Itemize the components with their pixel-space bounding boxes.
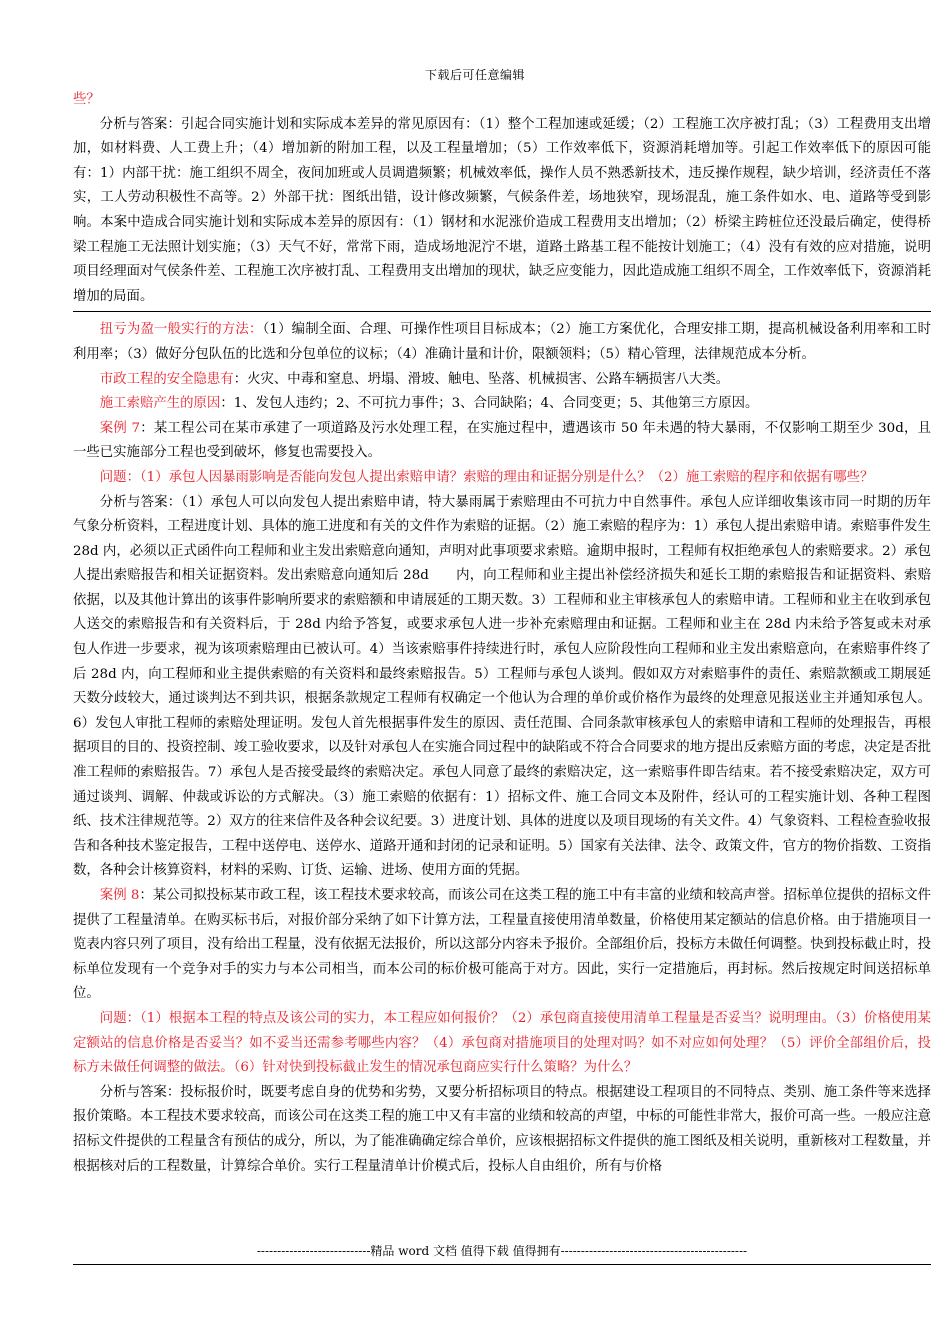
paragraph-analysis-cost-variance: 分析与答案：引起合同实施计划和实际成本差异的常见原因有：（1）整个工程加速或延缓；（2）工程施工次序被打乱；（3）工程费用支出增加，如材料费、人工费上升；（4）增加新的附加工程，以及工程量增加；（5）工作效率低下，资源消耗增加等。引起工作效率低下的原因可能有：1）内部干扰：施工组织不周全，夜间加班或人员调遣频繁；机械效率低，操作人员不熟悉新技术，违反操作规程，缺少培训，经济责任不落实，工人劳动积极性不高等。2）外部干扰：图纸出错，设计修改频繁，气候条件差，场地狭窄，现场混乱，施工条件如水、电、道路等受到影响。本案中造成合同实施计划和实际成本差异的原因有：（1）钢材和水泥涨价造成工程费用支出增加；（2）桥梁主跨桩位还没最后确定，使得桥梁工程施工无法照计划实施；（3）天气不好，常常下雨，造成场地泥泞不堪，道路土路基工程不能按计划施工；（4）没有有效的应对措施，说明项目经理面对气侯条件差、工程施工次序被打乱、工程费用支出增加的现状，缺乏应变能力，因此造成施工组织不周全，工作效率低下，资源消耗增加的局面。 (73, 116, 931, 304)
text-case-7: ：某工程公司在某市承建了一项道路及污水处理工程，在实施过程中，遭遇该市 50 年未遇的特大暴雨，不仅影响工期至少 30d，且一些已实施部分工程也受到破坏，修复也需要投入。 (73, 420, 931, 461)
answer-case-8: 分析与答案：投标报价时，既要考虑自身的优势和劣势，又要分析招标项目的特点。根据建设工程项目的不同特点、类别、施工条件等来选择报价策略。本工程技术要求较高，而该公司在这类工程的施工中又有丰富的业绩和较高的声望，中标的可能性非常大，报价可高一些。一般应注意招标文件提供的工程量含有预估的成分，所以，为了能准确确定综合单价，应该根据招标文件提供的施工图纸及相关说明，重新核对工程数量，并根据核对后的工程数量，计算综合单价。实行工程量清单计价模式后，投标人自由组价，所有与价格 (73, 1084, 931, 1174)
text-case-8: ：某公司拟投标某市政工程，该工程技术要求较高，而该公司在这类工程的施工中有丰富的业绩和较高声誉。招标单位提供的招标文件提供了工程量清单。在购买标书后，对报价部分采纳了如下计算方法，工程量直接使用清单数量，价格使用某定额站的信息价格。由于措施项目一览表内容只列了项目，没有给出工程量，没有依据无法报价，所以这部分内容未予报价。全部组价后，投标方未做任何调整。快到投标截止时，投标单位发现有一个竞争对手的实力与本公司相当，而本公司的标价极可能高于对方。因此，实行一定措施后，再封标。然后按规定时间送招标单位。 (73, 888, 931, 1002)
section-divider (73, 311, 931, 312)
paragraph-claim-causes (73, 392, 931, 417)
text-safety-hazards: ：火灾、中毒和窒息、坍塌、滑坡、触电、坠落、机械损害、公路车辆损害八大类。 (233, 371, 730, 387)
label-case-7: 案例 7 (99, 420, 140, 436)
paragraph-case-8 (73, 884, 931, 1007)
question-case-7: 问题：（1）承包人因暴雨影响是否能向发包人提出索赔申请？索赔的理由和证据分别是什么？（2）施工索赔的程序和依据有哪些？ (99, 469, 874, 485)
label-turnaround: 扭亏为盈一般实行的方法： (99, 322, 263, 338)
continued-fragment: 些？ (73, 92, 100, 107)
paragraph-safety-hazards (73, 368, 931, 393)
page-header: 下载后可任意编辑 (424, 68, 525, 82)
document-body (73, 88, 931, 1179)
label-case-8: 案例 8 (99, 888, 140, 903)
text-claim-causes: ：1、发包人违约；2、不可抗力事件；3、合同缺陷；4、合同变更；5、其他第三方原因。 (220, 396, 759, 412)
text-turnaround: （1）编制全面、合理、可操作性项目目标成本；（2）施工方案优化，合理安排工期，提高机械设备利用率和工时利用率；（3）做好分包队伍的比选和分包单位的议标；（4）准确计量和计价，限额领料；（5）精心管理，法律规范成本分析。 (73, 322, 931, 362)
footer-divider (73, 1264, 931, 1265)
label-safety-hazards: 市政工程的安全隐患有 (99, 371, 234, 387)
page-footer: ----------------------------精品 word 文档 值得下载 值得拥有---------------------------------------------- (256, 1244, 748, 1258)
paragraph-case-7 (73, 417, 931, 466)
question-case-8: 问题：（1）根据本工程的特点及该公司的实力，本工程应如何报价？（2）承包商直接使用清单工程量是否妥当？说明理由。（3）价格使用某定额站的信息价格是否妥当？如不妥当还需参考哪些内容？（4）承包商对措施项目的处理对吗？如不对应如何处理？（5）评价全部组价后，投标方未做任何调整的做法。（6）针对快到投标截止发生的情况承包商应实行什么策略？为什么？ (73, 1010, 931, 1076)
answer-case-7: 分析与答案：（1）承包人可以向发包人提出索赔申请，特大暴雨属于索赔理由不可抗力中自然事件。承包人应详细收集该市同一时期的历年气象分析资料，工程进度计划、具体的施工进度和有关的文件作为索赔的证据。（2）施工索赔的程序为：1）承包人提出索赔申请。索赔事件发生 28d 内，必须以正式函件向工程师和业主发出索赔意向通知，声明对此事项要求索赔。逾期申报时，工程师有权拒绝承包人的索赔要求。2）承包人提出索赔报告和相关证据资料。发出索赔意向通知后 28d 内，向工程师和业主提出补偿经济损失和延长工期的索赔报告和证据资料、索赔依据，以及其他计算出的该事件影响所要求的索赔额和申请展延的工期天数。3）工程师和业主审核承包人的索赔申请。工程师和业主在收到承包人送交的索赔报告和有关资料后，于 28d 内给予答复，或要求承包人进一步补充索赔理由和证据。工程师和业主在 28d 内未给予答复或未对承包人作进一步要求，视为该项索赔理由已被认可。4）当该索赔事件持续进行时，承包人应阶段性向工程师和业主发出索赔意向，在索赔事件终了后 28d 内，向工程师和业主提供索赔的有关资料和最终索赔报告。5）工程师与承包人谈判。假如双方对索赔事件的责任、索赔款额或工期展延天数分歧较大，通过谈判达不到共识，根据条款规定工程师有权确定一个他认为合理的单价或价格作为最终的处理意见报送业主并通知承包人。6）发包人审批工程师的索赔处理证明。发包人首先根据事件发生的原因、责任范围、合同条款审核承包人的索赔申请和工程师的处理报告，再根据项目的目的、投资控制、竣工验收要求，以及针对承包人在实施合同过程中的缺陷或不符合合同要求的地方提出反索赔方面的考虑，决定是否批准工程师的索赔报告。7）承包人是否接受最终的索赔决定。承包人同意了最终的索赔决定，这一索赔事件即告结束。若不接受索赔决定，双方可通过谈判、调解、仲裁或诉讼的方式解决。（3）施工索赔的依据有：1）招标文件、施工合同文本及附件，经认可的工程实施计划、各种工程图纸、技术注律规范等。2）双方的往来信件及各种会议纪要。3）进度计划、具体的进度以及项目现场的有关文件。4）气象资料、工程检查验收报告和各种技术鉴定报告，工程中送停电、送停水、道路开通和封闭的记录和证明。5）国家有关法律、法令、政策文件，官方的物价指数、工资指数，各种会计核算资料，材料的采购、订货、运输、进场、使用方面的凭据。 (73, 494, 931, 879)
label-claim-causes: 施工索赔产生的原因 (99, 396, 221, 412)
paragraph-turnaround-methods (73, 318, 931, 367)
